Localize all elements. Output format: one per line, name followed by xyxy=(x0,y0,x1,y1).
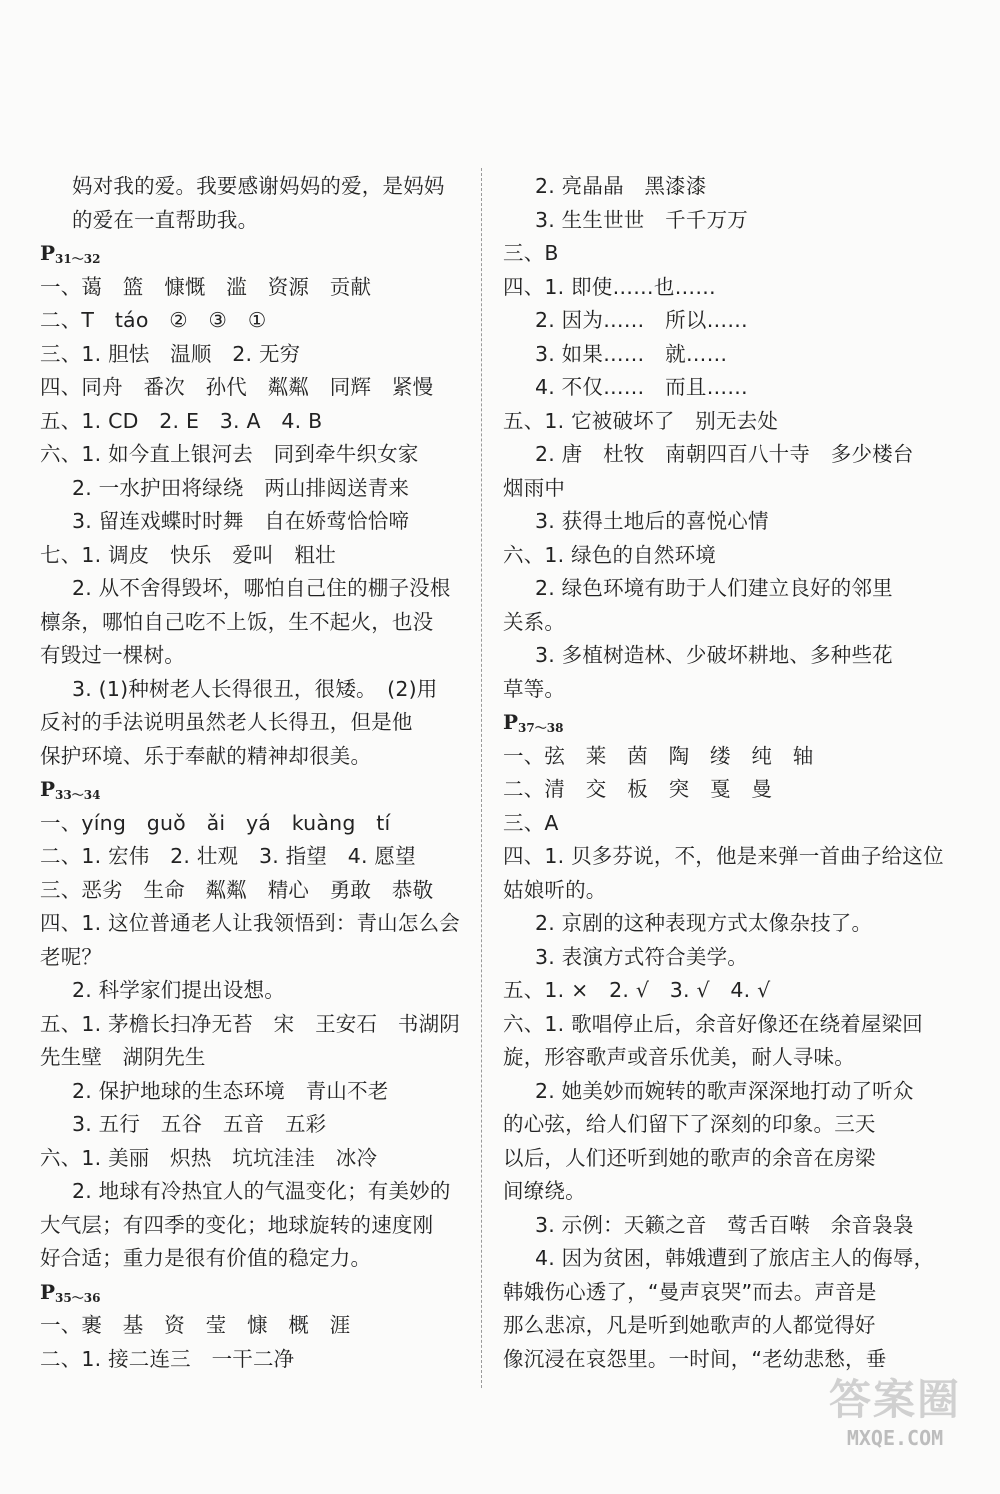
answer-line: 3. (1)种树老人长得很丑，很矮。 (2)用 xyxy=(72,676,438,701)
answer-line: 4. 不仅…… 而且…… xyxy=(535,375,748,399)
answer-line: 妈对我的爱。我要感谢妈妈的爱，是妈妈 xyxy=(72,174,445,198)
answer-line: 的心弦，给人们留下了深刻的印象。三天 xyxy=(503,1112,876,1136)
answer-line: 2. 一水护田将绿绕 两山排闼送青来 xyxy=(72,475,410,500)
answer-line: 3. 如果…… 就…… xyxy=(535,341,728,366)
section-heading-letter: P xyxy=(40,777,56,801)
answer-line: 六、1. 歌唱停止后，余音好像还在绕着屋梁回 xyxy=(503,1011,923,1036)
answer-line: 反衬的手法说明虽然老人长得丑，但是他 xyxy=(40,710,413,734)
answer-line: 四、1. 即使……也…… xyxy=(503,274,716,299)
answer-line: 关系。 xyxy=(503,609,566,634)
section-heading xyxy=(40,773,465,807)
answer-line: 四、1. 贝多芬说，不，他是来弹一首曲子给这位 xyxy=(503,844,944,868)
answer-line: 五、1. 茅檐长扫净无苔 宋 王安石 书湖阴 xyxy=(40,1011,460,1036)
answer-line: 草等。 xyxy=(503,676,566,701)
answer-line: 二、1. 接二连三 一干二净 xyxy=(40,1346,295,1371)
watermark-url: MXQE.COM xyxy=(846,1426,944,1450)
answer-line: 姑娘听的。 xyxy=(503,877,607,902)
watermark-mark: 答案圈 xyxy=(828,1375,961,1424)
answer-line: 四、1. 这位普通老人让我领悟到：青山怎么会 xyxy=(40,911,460,935)
answer-line: 3. 示例：天籁之音 莺舌百啭 余音袅袅 xyxy=(535,1212,914,1237)
answer-line: 一、弦 莱 茵 陶 缕 纯 轴 xyxy=(503,743,814,768)
answer-line: 2. 保护地球的生态环境 青山不老 xyxy=(72,1078,389,1103)
answer-line: 五、1. CD 2. E 3. A 4. B xyxy=(40,408,323,433)
answer-line: 以后，人们还听到她的歌声的余音在房梁 xyxy=(503,1145,876,1170)
section-heading-letter: P xyxy=(503,710,519,734)
answer-line: 六、1. 如今直上银河去 同到牵牛织女家 xyxy=(40,442,419,466)
answer-line: 好合适；重力是很有价值的稳定力。 xyxy=(40,1246,372,1270)
section-heading-pages: 35～36 xyxy=(55,1290,101,1305)
answer-line: 3. 留连戏蝶时时舞 自在娇莺恰恰啼 xyxy=(72,509,410,533)
answer-line: 二、T táo ② ③ ① xyxy=(40,308,267,332)
answer-line: 七、1. 调皮 快乐 爱叫 粗壮 xyxy=(40,542,336,567)
answer-line: 一、裹 基 资 莹 慷 概 涯 xyxy=(40,1313,351,1337)
answer-line: 烟雨中 xyxy=(503,475,566,500)
answer-line: 保护环境、乐于奉献的精神却很美。 xyxy=(40,743,372,768)
section-heading-pages: 31～32 xyxy=(55,252,101,266)
section-heading xyxy=(40,237,465,271)
section-heading xyxy=(40,1276,465,1310)
answer-line: 2. 唐 杜牧 南朝四百八十寺 多少楼台 xyxy=(535,442,914,466)
answer-line: 3. 五行 五谷 五音 五彩 xyxy=(72,1112,327,1136)
column-divider xyxy=(481,168,482,1388)
answer-line: 2. 京剧的这种表现方式太像杂技了。 xyxy=(535,911,873,935)
answer-line: 三、B xyxy=(503,241,559,265)
section-heading-pages: 37～38 xyxy=(518,721,564,735)
answer-line: 2. 绿色环境有助于人们建立良好的邻里 xyxy=(535,576,893,600)
answer-line: 四、同舟 番次 孙代 粼粼 同辉 紧慢 xyxy=(40,375,434,399)
answer-line: 像沉浸在哀怨里。一时间，“老幼悲愁，垂 xyxy=(503,1346,887,1371)
section-heading-pages: 33～34 xyxy=(55,788,101,802)
answer-line: 2. 她美妙而婉转的歌声深深地打动了听众 xyxy=(535,1078,914,1103)
left-column xyxy=(40,170,465,1376)
section-heading-letter: P xyxy=(40,241,56,265)
section-heading-letter: P xyxy=(40,1279,56,1304)
answer-line: 2. 地球有冷热宜人的气温变化；有美妙的 xyxy=(72,1179,451,1203)
answer-line: 三、恶劣 生命 粼粼 精心 勇敢 恭敬 xyxy=(40,877,434,902)
answer-line: 旋，形容歌声或音乐优美，耐人寻味。 xyxy=(503,1045,855,1069)
watermark-logo xyxy=(820,1374,970,1464)
answer-line: 三、1. 胆怯 温顺 2. 无穷 xyxy=(40,341,301,366)
answer-line: 那么悲凉，凡是听到她歌声的人都觉得好 xyxy=(503,1313,876,1337)
answer-line: 大气层；有四季的变化；地球旋转的速度刚 xyxy=(40,1212,434,1237)
answer-line: 间缭绕。 xyxy=(503,1179,586,1203)
answer-line: 3. 多植树造林、少破坏耕地、多种些花 xyxy=(535,643,893,667)
answer-line: 有毁过一棵树。 xyxy=(40,643,185,667)
answer-line: 2. 从不舍得毁坏，哪怕自己住的棚子没根 xyxy=(72,576,451,600)
answer-line: 韩娥伤心透了，“曼声哀哭”而去。声音是 xyxy=(503,1279,877,1304)
answer-line: 三、A xyxy=(503,810,559,835)
answer-line: 五、1. × 2. √ 3. √ 4. √ xyxy=(503,978,771,1002)
answer-line: 2. 亮晶晶 黑漆漆 xyxy=(535,174,707,198)
answer-line: 2. 科学家们提出设想。 xyxy=(72,978,285,1002)
answer-line: 的爱在一直帮助我。 xyxy=(72,207,259,232)
answer-line: 五、1. 它被破坏了 别无去处 xyxy=(503,408,779,433)
answer-line: 4. 因为贫困，韩娥遭到了旅店主人的侮辱， xyxy=(535,1246,935,1270)
section-heading xyxy=(503,706,923,740)
right-column xyxy=(503,170,944,1376)
answer-line: 六、1. 美丽 炽热 坑坑洼洼 冰冷 xyxy=(40,1145,378,1170)
answer-line: 2. 因为…… 所以…… xyxy=(535,308,748,332)
answer-line: 3. 生生世世 千千万万 xyxy=(535,207,748,232)
answer-line: 六、1. 绿色的自然环境 xyxy=(503,542,716,567)
answer-line: 一、yíng guǒ ǎi yá kuàng tí xyxy=(40,810,391,835)
answer-line: 3. 表演方式符合美学。 xyxy=(535,944,748,969)
answer-line: 檩条，哪怕自己吃不上饭，生不起火，也没 xyxy=(40,609,434,634)
answer-line: 3. 获得土地后的喜悦心情 xyxy=(535,509,769,533)
answer-line: 二、1. 宏伟 2. 壮观 3. 指望 4. 愿望 xyxy=(40,844,416,868)
answer-line: 一、蔼 篮 慷慨 滥 资源 贡献 xyxy=(40,274,372,299)
answer-line: 老呢？ xyxy=(40,944,103,969)
answer-line: 先生壁 湖阴先生 xyxy=(40,1045,206,1069)
answer-line: 二、清 交 板 突 戛 曼 xyxy=(503,777,773,801)
